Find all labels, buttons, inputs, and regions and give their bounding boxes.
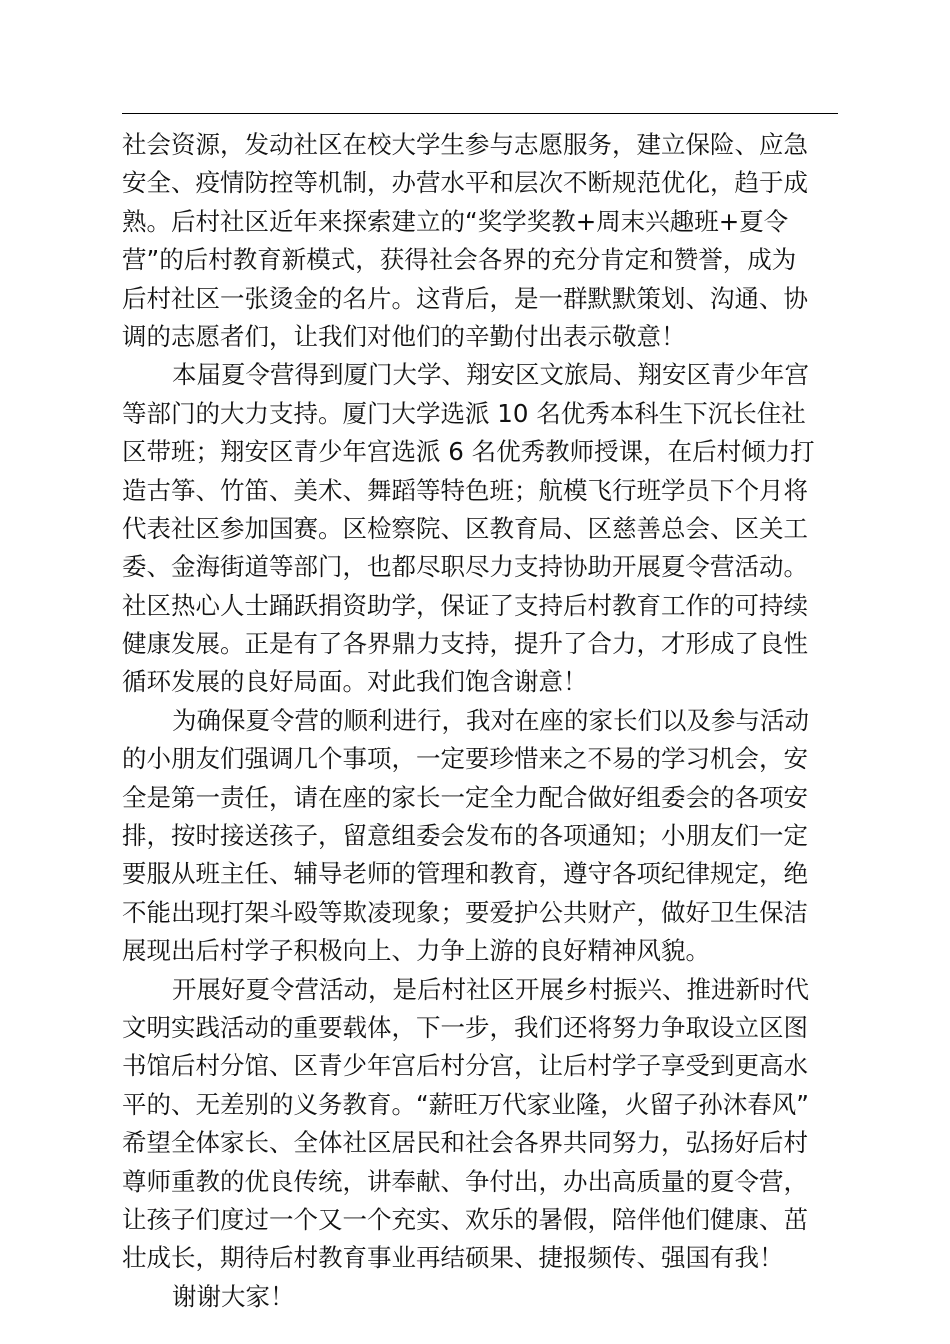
text-line: 等部门的大力支持。厦门大学选派 10 名优秀本科生下沉长住社 — [122, 398, 806, 428]
text-line: 营”的后村教育新模式，获得社会各界的充分肯定和赞誉，成为 — [122, 245, 797, 275]
text-line: 造古筝、竹笛、美术、舞蹈等特色班；航模飞行班学员下个月将 — [122, 475, 808, 505]
text-line: 安全、疫情防控等机制，办营水平和层次不断规范优化，趋于成 — [122, 168, 808, 198]
text-line: 健康发展。正是有了各界鼎力支持，提升了合力，才形成了良性 — [122, 629, 808, 659]
text-line: 壮成长，期待后村教育事业再结硕果、捷报频传、强国有我！ — [122, 1243, 784, 1273]
text-line: 代表社区参加国赛。区检察院、区教育局、区慈善总会、区关工 — [122, 513, 808, 543]
text-line: 展现出后村学子积极向上、力争上游的良好精神风貌。 — [122, 936, 710, 966]
paragraph-4 — [122, 971, 842, 1278]
paragraph-5 — [122, 1278, 842, 1316]
text-line: 排，按时接送孩子，留意组委会发布的各项通知；小朋友们一定 — [122, 821, 808, 851]
text-line: 要服从班主任、辅导老师的管理和教育，遵守各项纪律规定，绝 — [122, 859, 808, 889]
text-line: 为确保夏令营的顺利进行，我对在座的家长们以及参与活动 — [172, 705, 809, 735]
text-line: 社区热心人士踊跃捐资助学，保证了支持后村教育工作的可持续 — [122, 590, 808, 620]
text-line: 熟。后村社区近年来探索建立的“奖学奖教+周末兴趣班+夏令 — [122, 206, 789, 236]
text-line: 尊师重教的优良传统，讲奉献、争付出，办出高质量的夏令营， — [122, 1166, 808, 1196]
text-line: 让孩子们度过一个又一个充实、欢乐的暑假，陪伴他们健康、茁 — [122, 1204, 808, 1234]
header-rule — [122, 113, 838, 114]
text-line: 平的、无差别的义务教育。“薪旺万代家业隆，火留子孙沐春风” — [122, 1089, 809, 1119]
text-line: 开展好夏令营活动，是后村社区开展乡村振兴、推进新时代 — [172, 974, 809, 1004]
paragraph-1 — [122, 126, 842, 356]
text-line: 文明实践活动的重要载体，下一步，我们还将努力争取设立区图 — [122, 1012, 808, 1042]
text-line: 书馆后村分馆、区青少年宫后村分宫，让后村学子享受到更高水 — [122, 1051, 808, 1081]
text-line: 后村社区一张烫金的名片。这背后，是一群默默策划、沟通、协 — [122, 283, 808, 313]
text-line: 的小朋友们强调几个事项，一定要珍惜来之不易的学习机会，安 — [122, 744, 808, 774]
text-line: 调的志愿者们，让我们对他们的辛勤付出表示敬意！ — [122, 321, 686, 351]
text-line: 本届夏令营得到厦门大学、翔安区文旅局、翔安区青少年宫 — [172, 360, 809, 390]
paragraph-3 — [122, 702, 842, 971]
text-line: 希望全体家长、全体社区居民和社会各界共同努力，弘扬好后村 — [122, 1128, 808, 1158]
text-line: 循环发展的良好局面。对此我们饱含谢意！ — [122, 667, 588, 697]
text-line: 区带班；翔安区青少年宫选派 6 名优秀教师授课，在后村倾力打 — [122, 437, 815, 467]
paragraph-2 — [122, 356, 842, 702]
text-line: 委、金海街道等部门，也都尽职尽力支持协助开展夏令营活动。 — [122, 552, 808, 582]
text-line: 社会资源，发动社区在校大学生参与志愿服务，建立保险、应急 — [122, 130, 808, 159]
speech-body — [122, 126, 842, 1316]
text-line: 不能出现打架斗殴等欺凌现象；要爱护公共财产，做好卫生保洁 — [122, 897, 808, 927]
text-line: 全是第一责任，请在座的家长一定全力配合做好组委会的各项安 — [122, 782, 808, 812]
closing-line: 谢谢大家！ — [172, 1281, 295, 1311]
